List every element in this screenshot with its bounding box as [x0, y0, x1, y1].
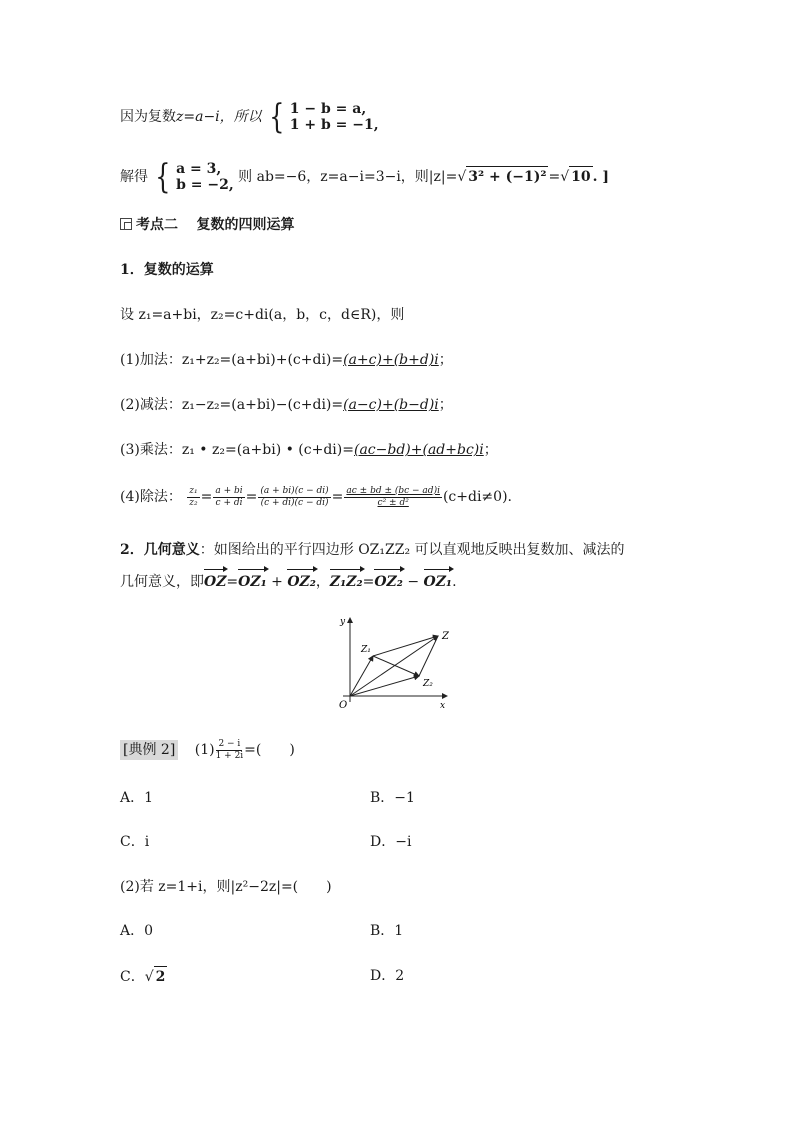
vector: Z₁Z₂ [329, 574, 363, 590]
example-tag: [典例 2] [120, 740, 178, 760]
op-expression: z₁+z₂=(a+bi)+(c+di)= [181, 352, 344, 368]
solution-text: 解得 [120, 169, 148, 185]
label-z: Z [442, 631, 449, 642]
solution-line-1 [120, 97, 379, 137]
fraction-denominator: c + di [215, 497, 243, 508]
equals-sign: = [548, 169, 561, 185]
option-c[interactable]: C．i [120, 834, 150, 850]
option-a[interactable]: A．1 [120, 790, 154, 806]
brace-icon: { [269, 97, 285, 137]
system-row: a = 3, [176, 161, 222, 177]
op-divide: (4)除法： $\frac{\text{z₁}}{\text{z₂}}$ = $\frac{a + bi}{c + di}$ = $\frac{(a + bi)(c - di)}{(c + di)(c - di)}$ = $\frac{ac \pm bd \pm (bc - ad)i}{\text{c² ± d²}}$ (c+di≠0). [120, 485, 512, 508]
solution-text: 因为复数 [120, 109, 176, 125]
section-label: 考点二 [136, 217, 178, 233]
option-b[interactable]: B．−1 [370, 790, 415, 806]
op-label: (1)加法： [120, 352, 182, 368]
solution-line-2: 解得 { a = 3, b = −2, 则 ab=−6，z=a−i=3−i，则|z|=√ 3² + (−1)² =√ 10 . ] [120, 157, 609, 197]
fraction [344, 486, 442, 509]
fraction [258, 486, 330, 509]
geo-text: ：如图给出的平行四边形 OZ₁ZZ₂ 可以直观地反映出复数加、减法的 [199, 542, 625, 558]
vector: OZ₁ [423, 574, 453, 590]
op-label: (2)减法： [120, 397, 182, 413]
op-result: (a−c)+(b−d)i [343, 397, 439, 413]
equation-system [266, 97, 379, 137]
fraction [187, 486, 199, 509]
equals-sign: = [226, 574, 239, 590]
option-label: C． [120, 969, 145, 985]
equation-system [152, 157, 234, 197]
geo-text: 几何意义，即 [120, 574, 204, 590]
label-y: y [340, 617, 346, 627]
sqrt-expression: 10 [569, 166, 592, 187]
op-end: (c+di≠0). [442, 489, 512, 505]
op-expression: z₁ • z₂=(a+bi) • (c+di)= [181, 442, 354, 458]
option-b[interactable]: B．1 [370, 923, 404, 939]
separator: ， [315, 574, 330, 590]
parallelogram-figure [335, 612, 455, 712]
op-add [120, 350, 453, 370]
solution-text: z=a−i，所以 [176, 109, 262, 125]
question-number: (1) [194, 742, 215, 758]
fraction [216, 739, 244, 762]
geo-line-1 [120, 540, 625, 560]
example-q2: (2)若 z=1+i，则|z²−2z|=( ) [120, 879, 332, 895]
option-d[interactable]: D．2 [370, 968, 405, 984]
example-q1 [120, 738, 295, 762]
fraction-numerator: 2 − i [218, 738, 241, 749]
vector: OZ₂ [287, 574, 316, 590]
sqrt-expression: 2 [154, 966, 168, 987]
op-result: (ac−bd)+(ad+bc)i [353, 442, 484, 458]
vector-z1z2 [373, 656, 419, 676]
fraction-numerator: z₁ [189, 485, 198, 496]
fraction-denominator: 1 + 2i [215, 750, 244, 761]
plus-sign: + [266, 574, 288, 590]
brace-icon: { [155, 157, 171, 197]
system-row: b = −2, [176, 177, 234, 193]
question-blank: =( ) [244, 742, 295, 758]
ops-heading: 1．复数的运算 [120, 262, 214, 278]
section-icon [120, 218, 132, 230]
vector: OZ [204, 574, 227, 590]
minus-sign: − [402, 574, 424, 590]
op-subtract [120, 395, 453, 415]
fraction-numerator: (a + bi)(c − di) [260, 485, 329, 496]
label-x: x [440, 701, 446, 711]
fraction-numerator: a + bi [215, 485, 243, 496]
geo-label: 2．几何意义 [120, 542, 200, 558]
equals-sign: = [362, 574, 375, 590]
fraction-denominator: c² ± d² [377, 497, 409, 508]
op-end: ； [483, 442, 498, 458]
vector: OZ₂ [374, 574, 403, 590]
section-title: 复数的四则运算 [196, 217, 295, 233]
option-c[interactable]: C．√ 2 [120, 966, 167, 987]
op-label: (3)乘法： [120, 442, 182, 458]
fraction-numerator: ac ± bd ± (bc − ad)i [346, 485, 440, 496]
op-end: ； [438, 397, 453, 413]
op-expression: z₁−z₂=(a+bi)−(c+di)= [181, 397, 344, 413]
system-row: 1 + b = −1, [289, 117, 379, 133]
option-a[interactable]: A．0 [120, 923, 154, 939]
ops-setup: 设 z₁=a+bi，z₂=c+di(a，b，c，d∈R)，则 [120, 307, 405, 323]
option-d[interactable]: D．−i [370, 834, 412, 850]
system-row: 1 − b = a, [289, 101, 367, 117]
sqrt-expression: 3² + (−1)² [466, 166, 548, 187]
fraction-denominator: z₂ [189, 497, 198, 508]
op-multiply [120, 440, 498, 460]
op-end: ； [438, 352, 453, 368]
label-o: O [339, 700, 348, 711]
fraction [213, 486, 244, 509]
solution-text: . ] [592, 169, 609, 185]
op-result: (a+c)+(b+d)i [343, 352, 439, 368]
label-z1: Z₁ [361, 645, 371, 655]
period: . [452, 574, 457, 590]
section-heading [120, 215, 294, 235]
vector: OZ₁ [238, 574, 267, 590]
label-z2: Z₂ [423, 679, 433, 689]
geo-line-2 [120, 572, 457, 592]
edge-z1z [373, 636, 438, 656]
op-label: (4)除法： [120, 489, 182, 505]
fraction-denominator: (c + di)(c − di) [260, 497, 329, 508]
solution-text: 则 ab=−6，z=a−i=3−i，则|z|= [238, 169, 458, 185]
